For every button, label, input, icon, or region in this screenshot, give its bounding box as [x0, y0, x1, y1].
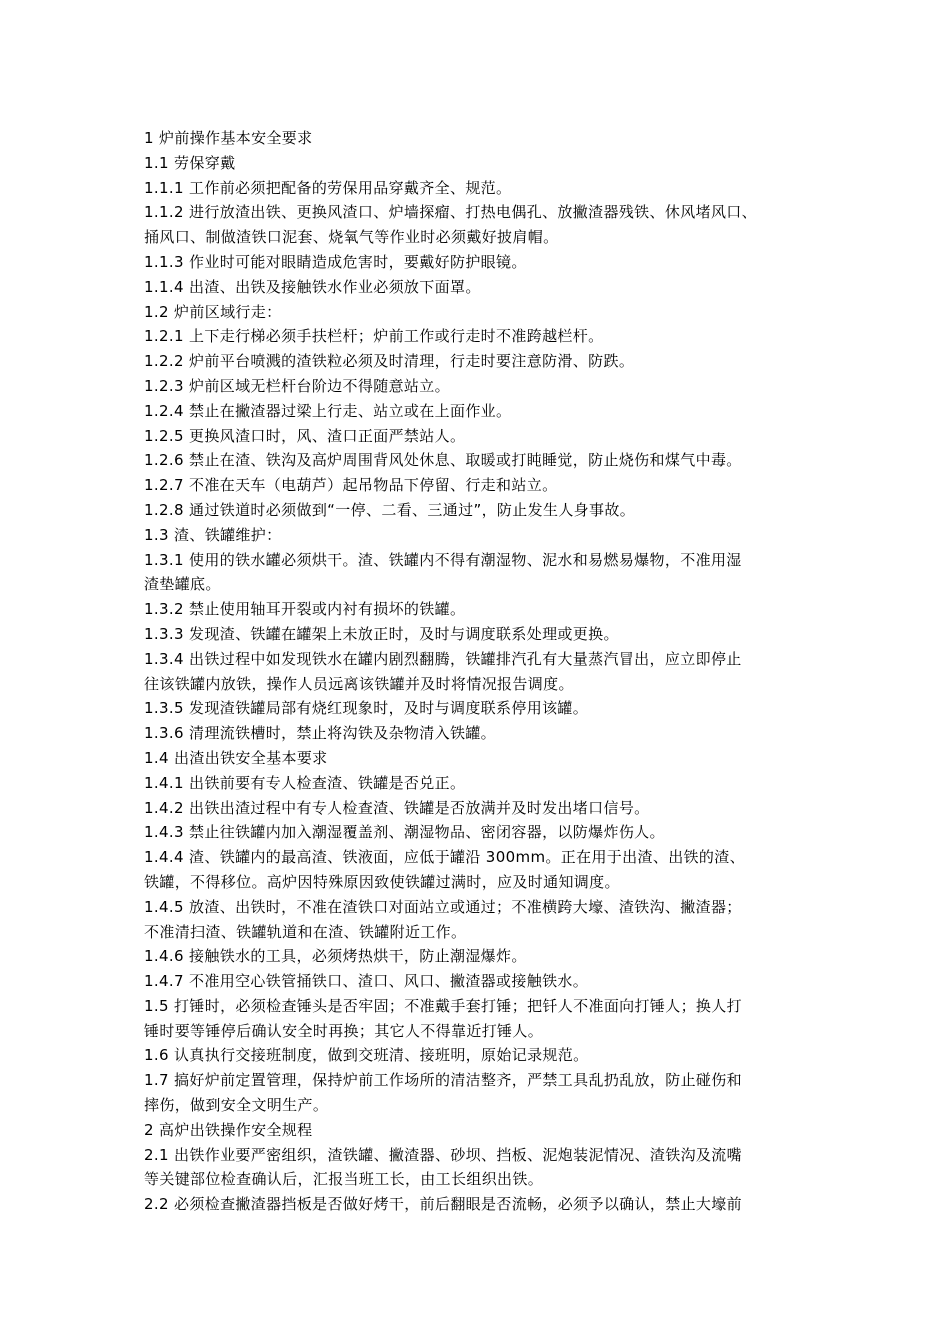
text-line: 捅风口、制做渣铁口泥套、烧氧气等作业时必须戴好披肩帽。 — [144, 228, 559, 247]
text-line: 1.3.5 发现渣铁罐局部有烧红现象时，及时与调度联系停用该罐。 — [144, 699, 589, 718]
text-line: 1 炉前操作基本安全要求 — [144, 129, 313, 147]
text-line: 等关键部位检查确认后，汇报当班工长，由工长组织出铁。 — [144, 1170, 544, 1189]
text-line: 不准清扫渣、铁罐轨道和在渣、铁罐附近工作。 — [144, 922, 467, 941]
text-line: 1.1 劳保穿戴 — [144, 153, 236, 172]
text-line: 1.7 搞好炉前定置管理，保持炉前工作场所的清洁整齐，严禁工具乱扔乱放，防止碰伤和 — [144, 1071, 742, 1090]
text-line: 1.2.6 禁止在渣、铁沟及高炉周围背风处休息、取暖或打盹睡觉，防止烧伤和煤气中毒。 — [144, 451, 742, 470]
text-line: 1.2.3 炉前区域无栏杆台阶边不得随意站立。 — [144, 376, 450, 395]
document-body — [144, 126, 812, 1217]
text-line: 1.2.2 炉前平台喷溅的渣铁粒必须及时清理，行走时要注意防滑、防跌。 — [144, 352, 635, 371]
text-line: 1.4.5 放渣、出铁时，不准在渣铁口对面站立或通过；不准横跨大壕、渣铁沟、撇渣器； — [144, 897, 742, 916]
text-line: 1.2.1 上下走行梯必须手扶栏杆；炉前工作或行走时不准跨越栏杆。 — [144, 327, 604, 346]
text-line: 1.1.3 作业时可能对眼睛造成危害时，要戴好防护眼镜。 — [144, 252, 527, 271]
text-line: 1.3.1 使用的铁水罐必须烘干。渣、铁罐内不得有潮湿物、泥水和易燃易爆物，不准用湿 — [144, 550, 742, 569]
text-line: 1.2.7 不准在天车（电葫芦）起吊物品下停留、行走和站立。 — [144, 476, 558, 495]
text-line: 1.1.1 工作前必须把配备的劳保用品穿戴齐全、规范。 — [144, 178, 512, 197]
text-line: 1.6 认真执行交接班制度，做到交班清、接班明，原始记录规范。 — [144, 1046, 589, 1065]
text-line: 1.4.2 出铁出渣过程中有专人检查渣、铁罐是否放满并及时发出堵口信号。 — [144, 798, 650, 817]
text-line: 1.5 打锤时，必须检查锤头是否牢固；不准戴手套打锤；把钎人不准面向打锤人；换人打 — [144, 996, 742, 1015]
text-line: 1.2.8 通过铁道时必须做到“一停、二看、三通过”，防止发生人身事故。 — [144, 500, 636, 519]
text-line: 摔伤，做到安全文明生产。 — [144, 1096, 329, 1115]
text-line: 1.2.5 更换风渣口时，风、渣口正面严禁站人。 — [144, 426, 466, 445]
text-line: 1.3.6 清理流铁槽时，禁止将沟铁及杂物清入铁罐。 — [144, 724, 497, 743]
text-line: 1.1.2 进行放渣出铁、更换风渣口、炉墙探瘤、打热电偶孔、放撇渣器残铁、休风堵风口、 — [144, 203, 757, 222]
text-line: 1.1.4 出渣、出铁及接触铁水作业必须放下面罩。 — [144, 277, 481, 296]
text-line: 2.2 必须检查撇渣器挡板是否做好烤干，前后翻眼是否流畅，必须予以确认，禁止大壕前 — [144, 1195, 742, 1214]
text-line: 往该铁罐内放铁，操作人员远离该铁罐并及时将情况报告调度。 — [144, 674, 574, 693]
text-line: 1.4.6 接触铁水的工具，必须烤热烘干，防止潮湿爆炸。 — [144, 947, 527, 966]
text-line: 1.4.4 渣、铁罐内的最高渣、铁液面，应低于罐沿 300mm。正在用于出渣、出铁的渣、 — [144, 848, 745, 867]
text-line: 1.3.3 发现渣、铁罐在罐架上未放正时，及时与调度联系处理或更换。 — [144, 624, 619, 643]
text-line: 1.4.7 不准用空心铁管捅铁口、渣口、风口、撇渣器或接触铁水。 — [144, 972, 589, 991]
text-line: 铁罐，不得移位。高炉因特殊原因致使铁罐过满时，应及时通知调度。 — [144, 872, 620, 891]
text-line: 1.2.4 禁止在撇渣器过梁上行走、站立或在上面作业。 — [144, 401, 512, 420]
text-line: 1.2 炉前区域行走： — [144, 302, 282, 321]
text-line: 1.4.1 出铁前要有专人检查渣、铁罐是否兑正。 — [144, 773, 466, 792]
text-line: 1.3 渣、铁罐维护： — [144, 525, 282, 544]
text-line: 1.4.3 禁止往铁罐内加入潮湿覆盖剂、潮湿物品、密闭容器，以防爆炸伤人。 — [144, 823, 665, 842]
text-line: 2.1 出铁作业要严密组织，渣铁罐、撇渣器、砂坝、挡板、泥炮装泥情况、渣铁沟及流嘴 — [144, 1145, 742, 1164]
text-line: 1.4 出渣出铁安全基本要求 — [144, 748, 328, 767]
text-line: 1.3.2 禁止使用轴耳开裂或内衬有损坏的铁罐。 — [144, 600, 466, 619]
text-line: 锤时要等锤停后确认安全时再换；其它人不得靠近打锤人。 — [144, 1021, 544, 1040]
text-line: 2 高炉出铁操作安全规程 — [144, 1120, 313, 1139]
text-line: 1.3.4 出铁过程中如发现铁水在罐内剧烈翻腾，铁罐排汽孔有大量蒸汽冒出，应立即停止 — [144, 649, 742, 668]
text-line: 渣垫罐底。 — [144, 575, 221, 594]
